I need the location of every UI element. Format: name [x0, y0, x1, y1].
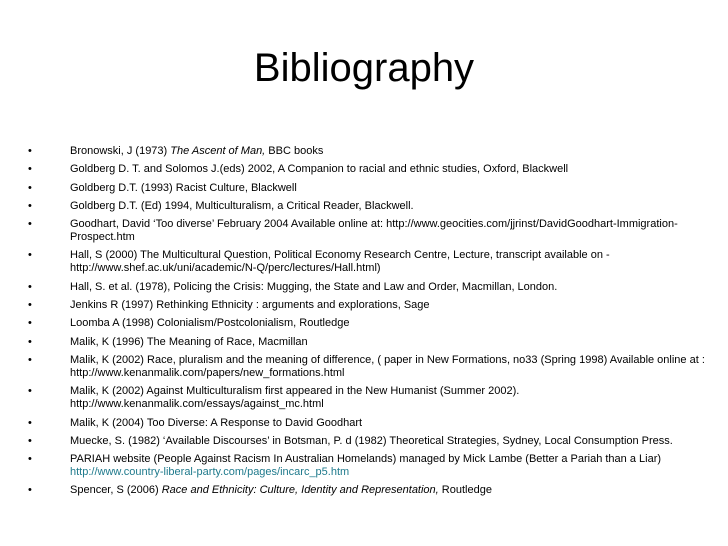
bullet-icon: •: [28, 416, 32, 429]
bibliography-entry: [28, 249, 716, 275]
bullet-icon: •: [28, 317, 32, 330]
bullet-icon: •: [28, 218, 32, 231]
bibliography-entry: [28, 218, 716, 244]
bibliography-list: [28, 145, 716, 503]
entry-text: Loomba A (1998) Colonialism/Postcolonialism, Routledge: [70, 317, 350, 330]
bibliography-entry: [28, 336, 716, 349]
bullet-icon: •: [28, 453, 32, 466]
bullet-icon: •: [28, 280, 32, 293]
entry-text: Hall, S (2000) The Multicultural Question, Political Economy Research Centre, Lecture, transcript available on - http://www.shef.ac.uk/uni/academic/N-Q/perc/lectures/Hall.html): [70, 249, 610, 275]
bibliography-entry: [28, 182, 716, 195]
bibliography-entry: [28, 354, 716, 380]
bibliography-entry: [28, 435, 716, 448]
bullet-icon: •: [28, 484, 32, 497]
entry-text: Goldberg D.T. (Ed) 1994, Multiculturalism, a Critical Reader, Blackwell.: [70, 199, 414, 212]
entry-text: Bronowski, J (1973): [70, 145, 171, 157]
bibliography-entry: [28, 317, 716, 330]
slide-title: Bibliography: [253, 46, 475, 90]
bibliography-entry: [28, 385, 716, 411]
entry-text: Malik, K (2002) Race, pluralism and the meaning of difference, ( paper in New Formations, no33 (Spring 1998) Available online at : http://www.kenanmalik.com/papers/new_formations.html: [70, 353, 705, 379]
entry-text: PARIAH website (People Against Racism In Australian Homelands) managed by Mick Lambe (Better a Pariah than a Liar): [70, 453, 662, 466]
bullet-icon: •: [28, 434, 32, 447]
entry-text: Routledge: [438, 484, 492, 497]
entry-text: Goldberg D. T. and Solomos J.(eds) 2002, A Companion to racial and ethnic studies, Oxford, Blackwell: [70, 163, 569, 176]
bibliography-entry: [28, 145, 716, 158]
bullet-icon: •: [28, 181, 32, 194]
entry-text: Jenkins R (1997) Rethinking Ethnicity : arguments and explorations, Sage: [70, 299, 430, 312]
entry-link[interactable]: http://www.country-liberal-party.com/pages/incarc_p5.htm: [70, 466, 350, 479]
bullet-icon: •: [28, 353, 32, 366]
bibliography-entry: [28, 453, 716, 479]
bullet-icon: •: [28, 145, 32, 157]
entry-text: Muecke, S. (1982) ‘Available Discourses’ in Botsman, P. d (1982) Theoretical Strategies, Sydney, Local Consumption Press.: [70, 434, 673, 447]
bibliography-entry: [28, 417, 716, 430]
entry-text: Malik, K (2002) Against Multiculturalism first appeared in the New Humanist (Summer 2002). http://www.kenanmalik.com/essays/against_mc.html: [70, 385, 520, 411]
entry-title-italic: The Ascent of Man,: [170, 145, 266, 157]
bibliography-entry: [28, 200, 716, 213]
entry-text: Spencer, S (2006): [70, 484, 162, 497]
entry-text: Hall, S. et al. (1978), Policing the Crisis: Mugging, the State and Law and Order, Macmillan, London.: [70, 280, 558, 293]
bibliography-entry: [28, 484, 716, 497]
bullet-icon: •: [28, 385, 32, 398]
bibliography-entry: [28, 299, 716, 312]
bullet-icon: •: [28, 335, 32, 348]
bullet-icon: •: [28, 199, 32, 212]
entry-text: Malik, K (1996) The Meaning of Race, Macmillan: [70, 335, 308, 348]
entry-title-italic: Race and Ethnicity: Culture, Identity and Representation,: [161, 484, 439, 497]
bullet-icon: •: [28, 249, 32, 262]
entry-text: Malik, K (2004) Too Diverse: A Response to David Goodhart: [70, 416, 363, 429]
entry-text: Goodhart, David ‘Too diverse’ February 2004 Available online at: http://www.geocities.com/jjrinst/DavidGoodhart-Immigration-Prospect.htm: [70, 218, 678, 244]
bullet-icon: •: [28, 299, 32, 312]
entry-text: BBC books: [265, 145, 324, 157]
bullet-icon: •: [28, 163, 32, 176]
bibliography-entry: [28, 163, 716, 176]
bibliography-entry: [28, 281, 716, 294]
entry-text: Goldberg D.T. (1993) Racist Culture, Blackwell: [70, 181, 297, 194]
